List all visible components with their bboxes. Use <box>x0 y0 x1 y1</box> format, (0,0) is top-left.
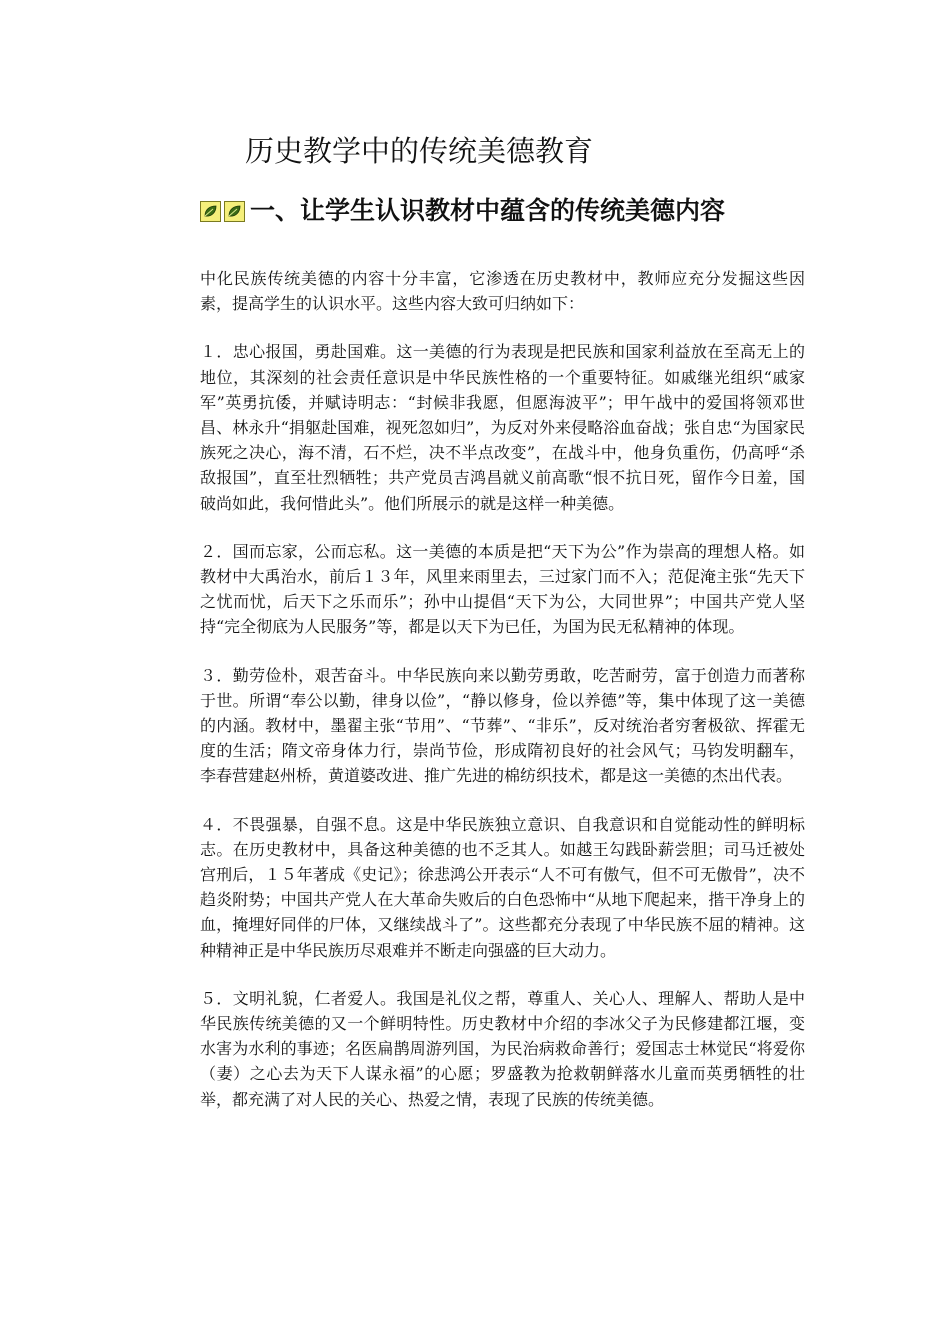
paragraph-3: ３．勤劳俭朴，艰苦奋斗。中华民族向来以勤劳勇敢，吃苦耐劳，富于创造力而著称于世。所谓“奉公以勤，律身以俭”，“静以修身，俭以养德”等，集中体现了这一美德的内涵。教材中，墨翟主张“节用”、“节葬”、“非乐”，反对统治者穷奢极欲、挥霍无度的生活；隋文帝身体力行，崇尚节俭，形成隋初良好的社会风气；马钧发明翻车，李春营建赵州桥，黄道婆改进、推广先进的棉纺织技术，都是这一美德的杰出代表。 <box>200 665 805 786</box>
section-heading-text: 一、让学生认识教材中蕴含的传统美德内容 <box>250 196 726 225</box>
page-title: 历史教学中的传统美德教育 <box>245 134 594 168</box>
document-body <box>200 266 805 1135</box>
paragraph-1: １．忠心报国，勇赴国难。这一美德的行为表现是把民族和国家利益放在至高无上的地位，其深刻的社会责任意识是中华民族性格的一个重要特征。如戚继光组织“戚家军”英勇抗倭，并赋诗明志：“封候非我愿，但愿海波平”；甲午战中的爱国将领邓世昌、林永升“捐躯赴国难，视死忽如归”，为反对外来侵略浴血奋战；张自忠“为国家民族死之决心，海不清，石不烂，决不半点改变”，在战斗中，他身负重伤，仍高呼“杀敌报国”，直至壮烈牺牲；共产党员吉鸿昌就义前高歌“恨不抗日死，留作今日羞，国破尚如此，我何惜此头”。他们所展示的就是这样一种美德。 <box>200 342 805 513</box>
leaf-bullet-icon <box>200 201 221 222</box>
paragraph-4: ４．不畏强暴，自强不息。这是中华民族独立意识、自我意识和自觉能动性的鲜明标志。在历史教材中，具备这种美德的也不乏其人。如越王勾践卧薪尝胆；司马迁被处宫刑后，１５年著成《史记》；徐悲鸿公开表示“人不可有傲气，但不可无傲骨”，决不趋炎附势；中国共产党人在大革命失败后的白色恐怖中“从地下爬起来，揩干净身上的血，掩埋好同伴的尸体，又继续战斗了”。这些都充分表现了中华民族不屈的精神。这种精神正是中华民族历尽艰难并不断走向强盛的巨大动力。 <box>200 814 805 960</box>
bullet-group <box>200 201 248 222</box>
section-heading <box>200 194 820 228</box>
paragraph-intro: 中化民族传统美德的内容十分丰富，它渗透在历史教材中，教师应充分发掘这些因素，提高学生的认识水平。这些内容大致可归纳如下： <box>200 269 805 314</box>
leaf-bullet-icon <box>224 201 245 222</box>
paragraph-5: ５．文明礼貌，仁者爱人。我国是礼仪之帮，尊重人、关心人、理解人、帮助人是中华民族传统美德的又一个鲜明特性。历史教材中介绍的李冰父子为民修建都江堰，变水害为水利的事迹；名医扁鹊周游列国，为民治病救命善行；爱国志士林觉民“将爱你（妻）之心去为天下人谋永福”的心愿；罗盛教为抢救朝鲜落水儿童而英勇牺牲的壮举，都充满了对人民的关心、热爱之情，表现了民族的传统美德。 <box>200 988 805 1109</box>
paragraph-2: ２．国而忘家，公而忘私。这一美德的本质是把“天下为公”作为崇高的理想人格。如教材中大禹治水，前后１３年，风里来雨里去，三过家门而不入；范促淹主张“先天下之忧而忧，后天下之乐而乐”；孙中山提倡“天下为公，大同世界”；中国共产党人坚持“完全彻底为人民服务”等，都是以天下为已任，为国为民无私精神的体现。 <box>200 541 805 637</box>
